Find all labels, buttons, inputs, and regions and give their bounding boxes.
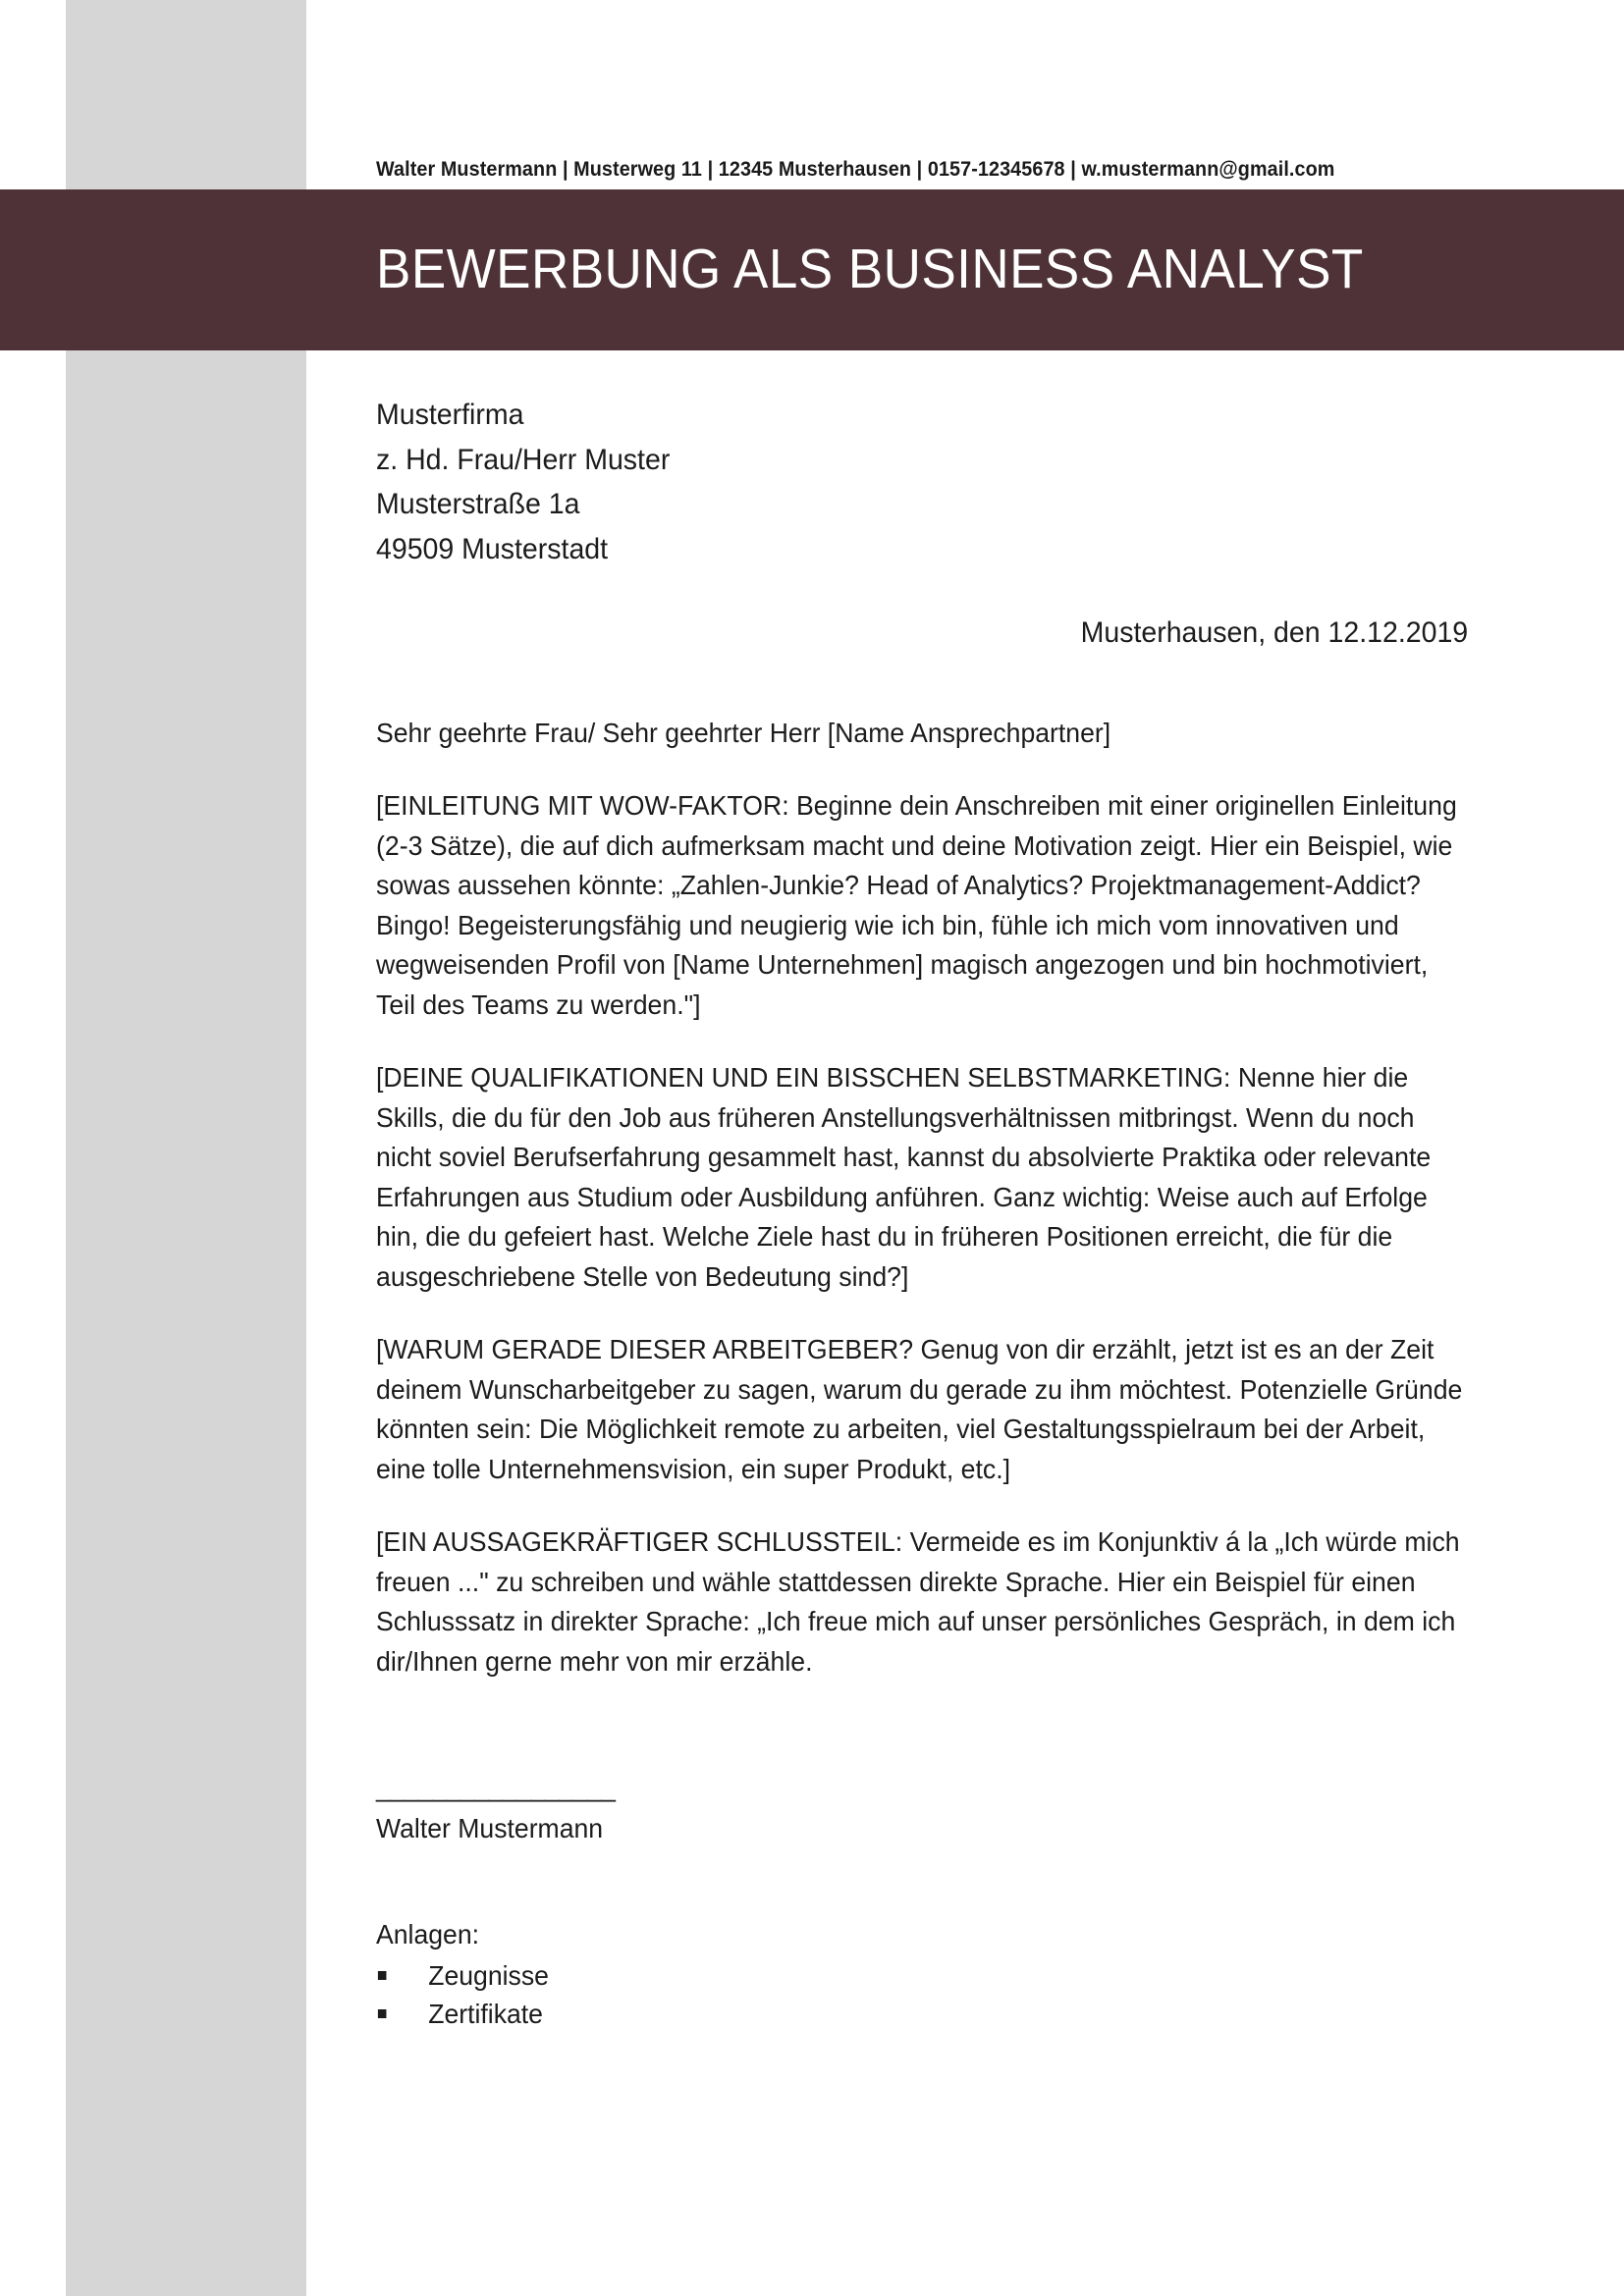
- letter-paragraph-1: [EINLEITUNG MIT WOW-FAKTOR: Beginne dein Anschreiben mit einer originellen Einleitung (2-3 Sätze), die auf dich aufmerksam macht und deine Motivation zeigt. Hier ein Beispiel, wie sowas aussehen könnte: „Zahlen-Junkie? Head of Analytics? Projektmanagement-Addict? Bingo! Begeisterungsfähig und neugierig wie ich bin, fühle ich mich vom innovativen und wegweisenden Profil von [Name Unternehmen] magisch angezogen und bin hochmotiviert, Teil des Teams zu werden."]: [376, 790, 1457, 1020]
- page-title: BEWERBUNG ALS BUSINESS ANALYST: [376, 238, 1364, 300]
- recipient-address-block: [376, 393, 1416, 571]
- contact-header-line: Walter Mustermann | Musterweg 11 | 12345 Musterhausen | 0157-12345678 | w.mustermann@gmail.com: [376, 157, 1335, 181]
- square-bullet-icon: [378, 1971, 387, 1980]
- attachments-title: Anlagen:: [376, 1919, 480, 1949]
- date-line: Musterhausen, den 12.12.2019: [1080, 616, 1469, 649]
- signature-rule: _________________: [376, 1772, 616, 1802]
- letter-paragraph-2: [DEINE QUALIFIKATIONEN UND EIN BISSCHEN SELBSTMARKETING: Nenne hier die Skills, die du für den Job aus früheren Anstellungsverhältnissen mitbringst. Wenn du noch nicht soviel Berufserfahrung gesammelt hast, kannst du absolvierte Praktika oder relevante Erfahrungen aus Studium oder Ausbildung anführen. Ganz wichtig: Weise auch auf Erfolge hin, die du gefeiert hast. Welche Ziele hast du in früheren Positionen erreicht, die für die ausgeschriebene Stelle von Bedeutung sind?]: [376, 1062, 1432, 1292]
- list-item: [376, 1956, 1416, 1995]
- letter-body: [376, 393, 1471, 2033]
- letter-paragraph-3: [WARUM GERADE DIESER ARBEITGEBER? Genug von dir erzählt, jetzt ist es an der Zeit deinem Wunscharbeitgeber zu sagen, warum du gerade zu ihm möchtest. Potenzielle Gründe könnten sein: Die Möglichkeit remote zu arbeiten, viel Gestaltungsspielraum bei der Arbeit, eine tolle Unternehmensvision, ein super Produkt, etc.]: [376, 1334, 1463, 1484]
- letter-paragraph-4: [EIN AUSSAGEKRÄFTIGER SCHLUSSTEIL: Vermeide es im Konjunktiv á la „Ich würde mich freuen ..." zu schreiben und wähle stattdessen direkte Sprache. Hier ein Beispiel für einen Schlusssatz in direkter Sprache: „Ich freue mich auf unser persönliches Gespräch, in dem ich dir/Ihnen gerne mehr von mir erzähle.: [376, 1526, 1460, 1677]
- recipient-company: Musterfirma: [376, 399, 524, 431]
- recipient-street: Musterstraße 1a: [376, 488, 580, 520]
- recipient-attention: z. Hd. Frau/Herr Muster: [376, 443, 671, 476]
- title-banner: [0, 189, 1624, 350]
- attachment-label: Zeugnisse: [428, 1960, 549, 1991]
- attachments-list: [376, 1956, 1416, 2033]
- attachments-block: [376, 1915, 1416, 2033]
- recipient-city: 49509 Musterstadt: [376, 532, 609, 565]
- signature-name: Walter Mustermann: [376, 1813, 604, 1843]
- list-item: [376, 1995, 1416, 2033]
- attachment-label: Zertifikate: [428, 1999, 543, 2029]
- signature-block: [376, 1770, 1416, 1848]
- salutation: Sehr geehrte Frau/ Sehr geehrter Herr [Name Ansprechpartner]: [376, 718, 1111, 748]
- square-bullet-icon: [378, 2009, 387, 2018]
